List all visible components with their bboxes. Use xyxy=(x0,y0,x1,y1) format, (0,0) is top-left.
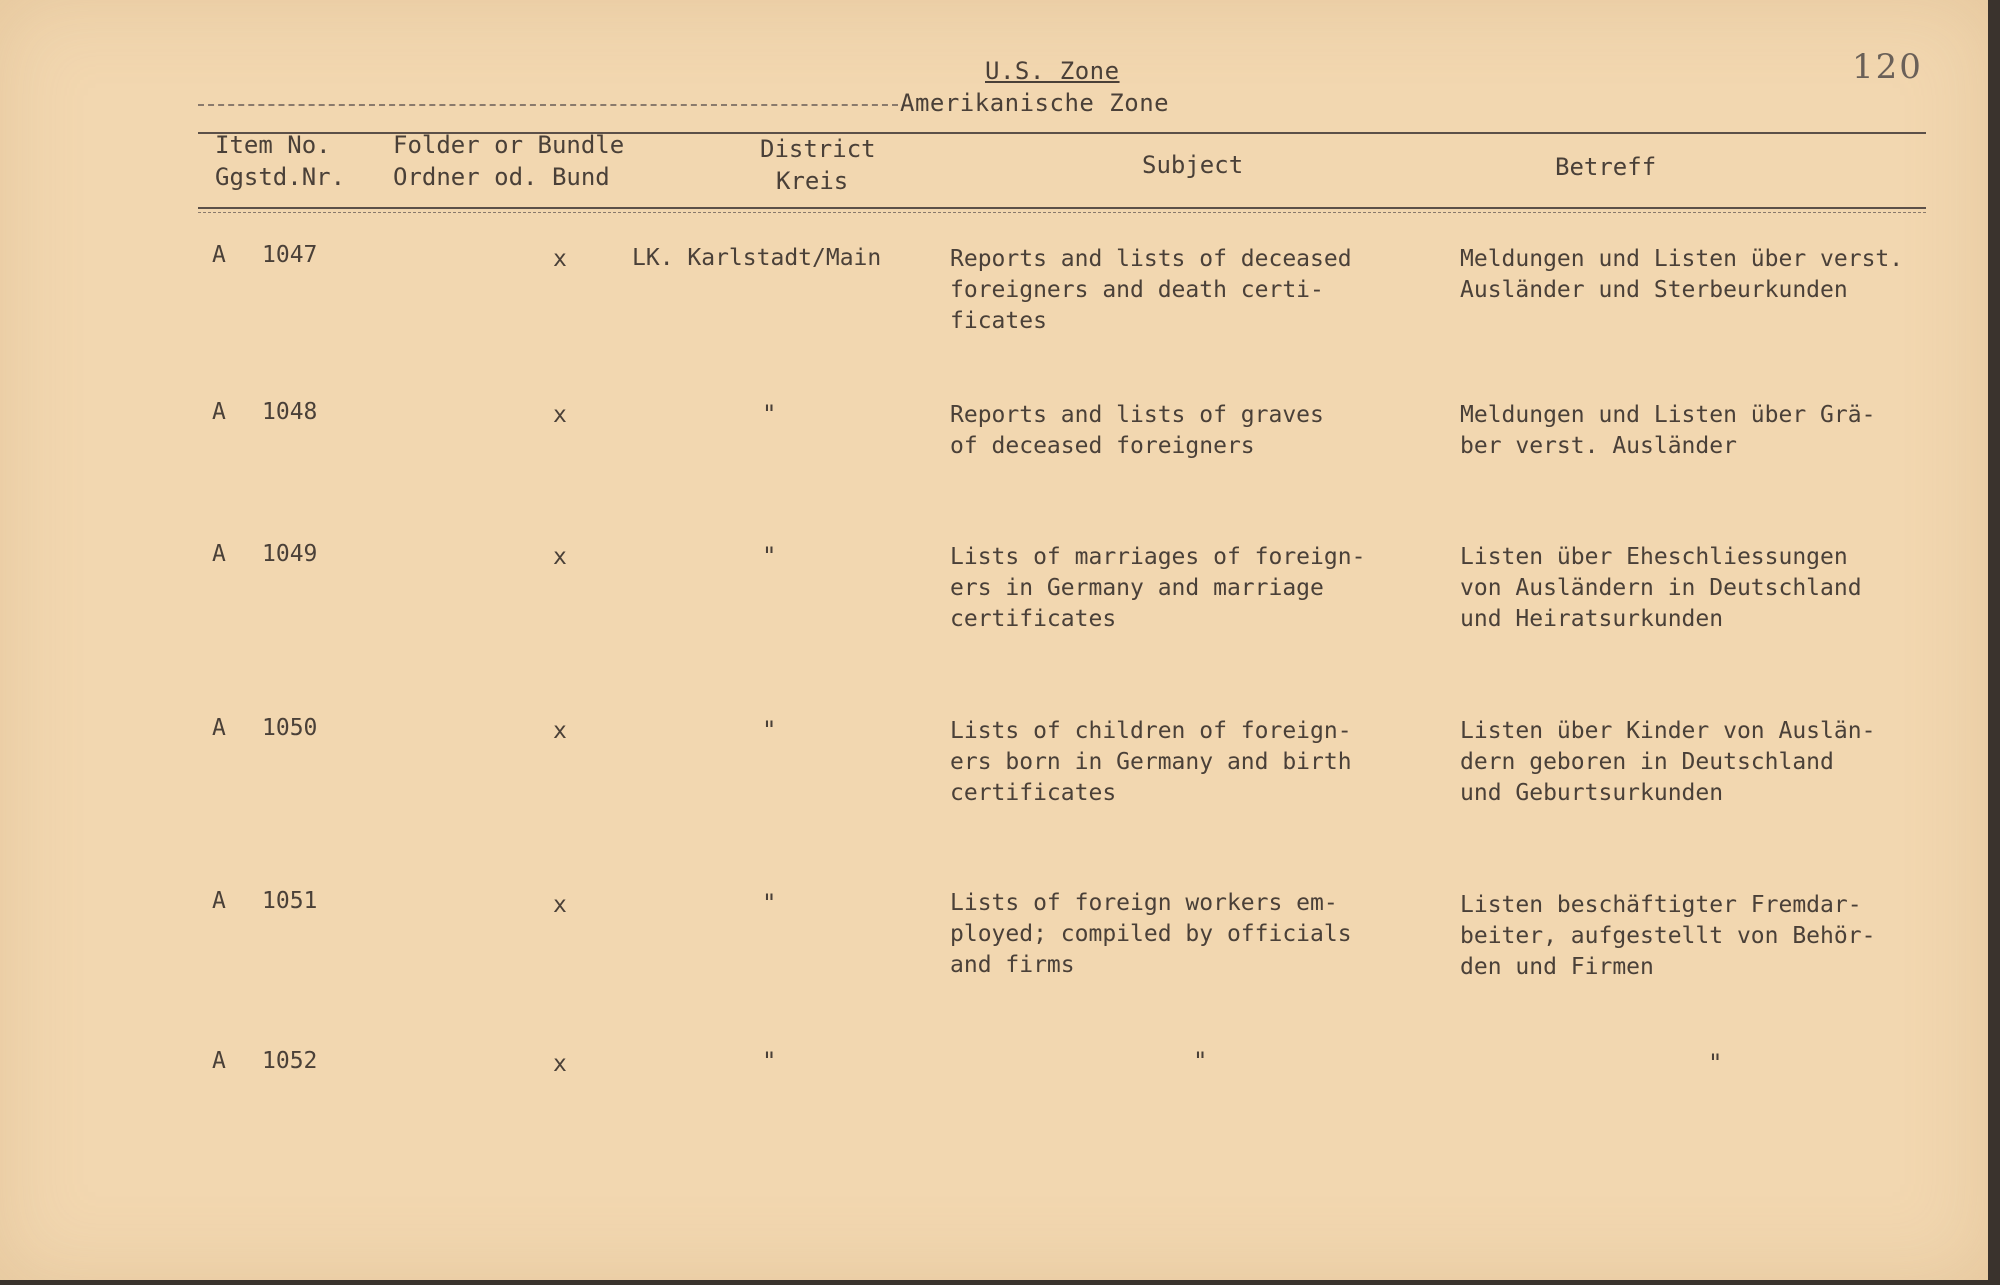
row-folder: x xyxy=(553,1051,567,1077)
col-betreff: Betreff xyxy=(1555,153,1657,181)
col-folder-en: Folder or Bundle xyxy=(393,131,625,159)
scan-edge-right xyxy=(1988,0,2000,1285)
row-subject: Lists of marriages of foreign- ers in Germany and marriage certificates xyxy=(950,544,1366,632)
zone-title: U.S. Zone xyxy=(985,57,1120,85)
header-bottom-rule xyxy=(198,207,1926,209)
row-subject: Lists of foreign workers em- ployed; compiled by officials and firms xyxy=(950,890,1352,978)
row-prefix: A xyxy=(212,399,226,425)
row-prefix: A xyxy=(212,242,226,268)
top-dashed-rule xyxy=(198,104,898,106)
row-prefix: A xyxy=(212,1048,226,1074)
col-item-de: Ggstd.Nr. xyxy=(215,163,346,191)
scan-edge-bottom xyxy=(0,1280,2000,1285)
col-district-de: Kreis xyxy=(776,167,849,195)
col-folder-de: Ordner od. Bund xyxy=(393,163,610,191)
row-betreff: Listen über Eheschliessungen von Ausländern in Deutschland und Heiratsurkunden xyxy=(1460,544,1862,632)
row-subject: Lists of children of foreign- ers born in Germany and birth certificates xyxy=(950,718,1352,806)
row-prefix: A xyxy=(212,541,226,567)
row-betreff: Listen über Kinder von Auslän- dern geboren in Deutschland und Geburtsurkunden xyxy=(1460,718,1876,806)
row-prefix: A xyxy=(212,888,226,914)
row-folder: x xyxy=(553,892,567,918)
row-number: 1050 xyxy=(262,715,318,741)
row-district: LK. Karlstadt/Main xyxy=(632,245,882,271)
row-folder: x xyxy=(553,718,567,744)
row-district: " xyxy=(762,400,777,428)
col-subject: Subject xyxy=(1142,151,1244,179)
row-number: 1047 xyxy=(262,242,318,268)
row-number: 1052 xyxy=(262,1048,318,1074)
row-number: 1049 xyxy=(262,541,318,567)
row-folder: x xyxy=(553,246,567,272)
row-district: " xyxy=(762,889,777,917)
header-bottom-dashed-rule xyxy=(198,212,1926,213)
page-number: 120 xyxy=(1852,47,1923,87)
row-number: 1051 xyxy=(262,888,318,914)
row-prefix: A xyxy=(212,715,226,741)
row-betreff: Meldungen und Listen über Grä- ber verst. Ausländer xyxy=(1460,402,1876,459)
row-district: " xyxy=(762,542,777,570)
zone-subtitle: Amerikanische Zone xyxy=(900,89,1170,117)
row-betreff: Meldungen und Listen über verst. Ausländer und Sterbeurkunden xyxy=(1460,246,1904,303)
row-number: 1048 xyxy=(262,399,318,425)
row-folder: x xyxy=(553,544,567,570)
row-betreff: Listen beschäftigter Fremdar- beiter, aufgestellt von Behör- den und Firmen xyxy=(1460,892,1876,980)
col-district-en: District xyxy=(760,135,876,163)
row-folder: x xyxy=(553,402,567,428)
row-district: " xyxy=(762,716,777,744)
row-betreff: " xyxy=(1708,1049,1723,1077)
col-item-en: Item No. xyxy=(215,131,331,159)
row-subject: Reports and lists of graves of deceased foreigners xyxy=(950,402,1324,459)
row-subject: " xyxy=(1193,1047,1208,1075)
row-district: " xyxy=(762,1047,777,1075)
row-subject: Reports and lists of deceased foreigners and death certi- ficates xyxy=(950,246,1352,334)
